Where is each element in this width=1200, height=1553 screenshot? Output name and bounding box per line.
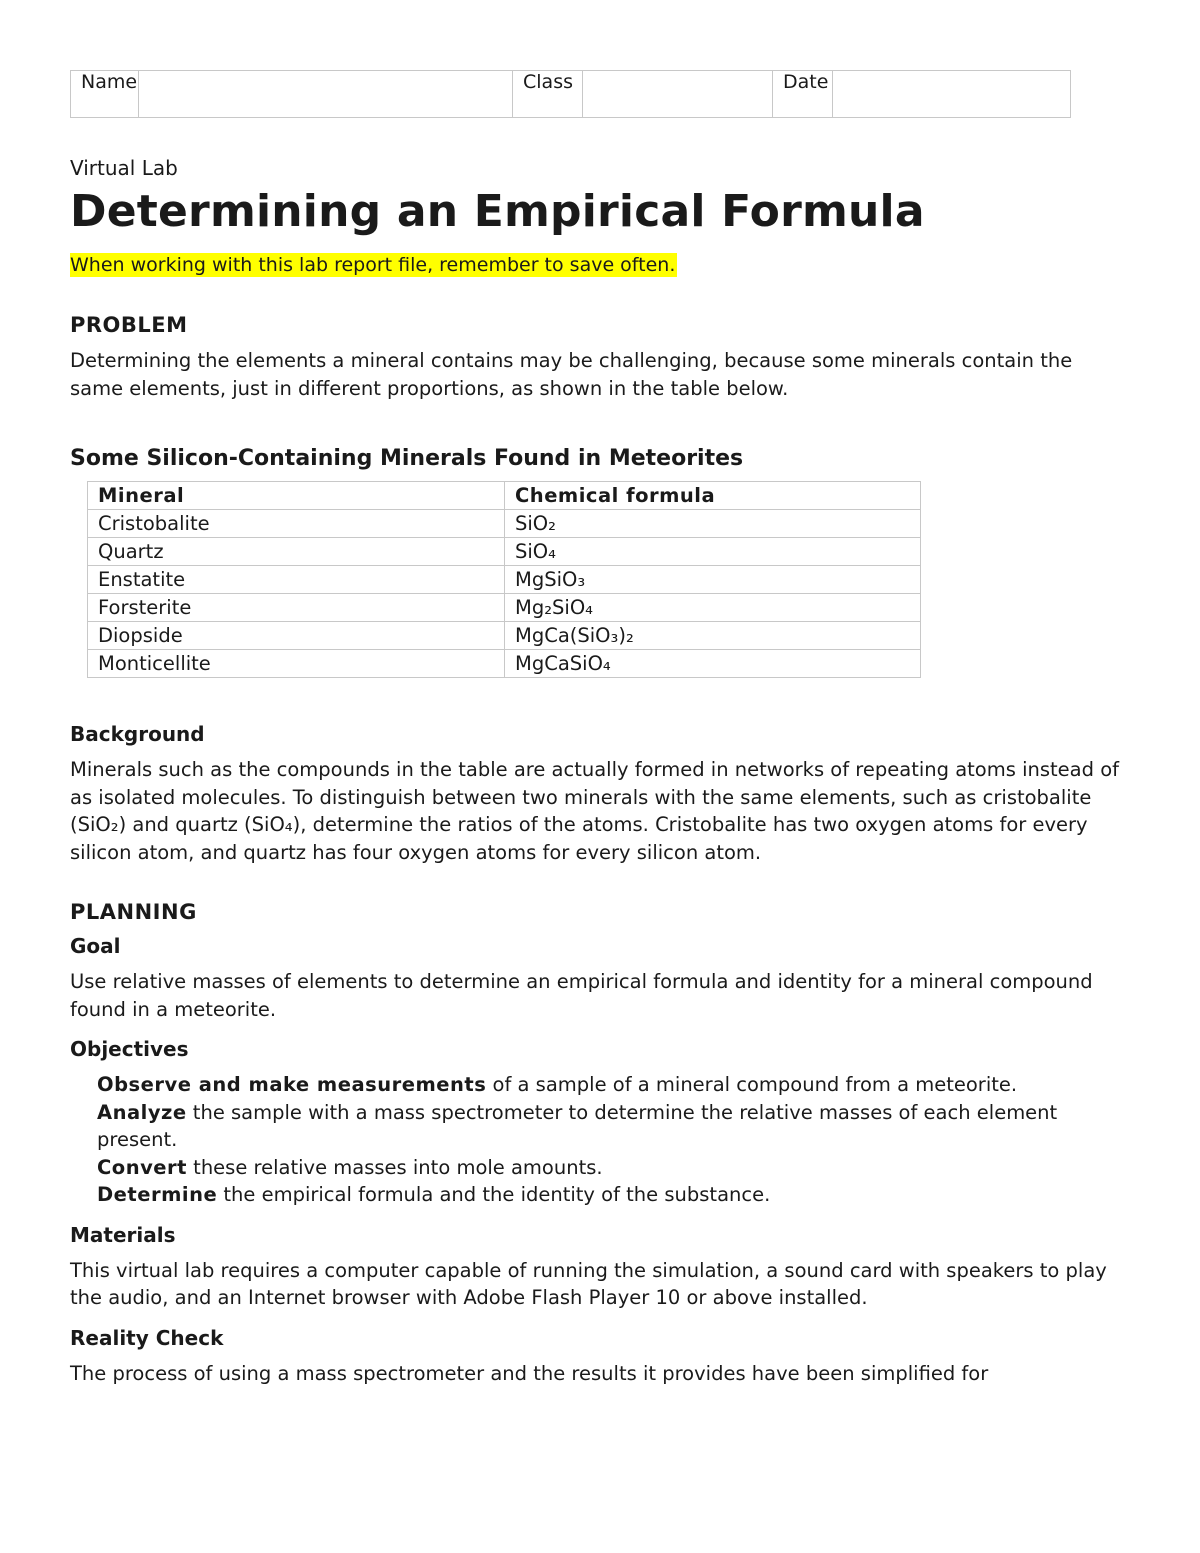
table-row bbox=[88, 594, 921, 622]
class-label: Class bbox=[513, 71, 583, 118]
mineral-cell: Forsterite bbox=[88, 594, 505, 622]
problem-text: Determining the elements a mineral contains may be challenging, because some minerals contain the same elements, just in different proportions, as shown in the table below. bbox=[70, 349, 1073, 400]
mineral-cell: Enstatite bbox=[88, 566, 505, 594]
lab-report-page bbox=[70, 70, 1130, 1387]
planning-heading: PLANNING bbox=[70, 900, 197, 924]
mineral-cell: Monticellite bbox=[88, 650, 505, 678]
list-item bbox=[97, 1181, 1130, 1209]
objective-text: the empirical formula and the identity of the substance. bbox=[217, 1183, 771, 1206]
objective-verb: Determine bbox=[97, 1183, 218, 1206]
minerals-table-caption: Some Silicon-Containing Minerals Found in Meteorites bbox=[70, 446, 744, 471]
table-row bbox=[88, 538, 921, 566]
mineral-cell: Cristobalite bbox=[88, 510, 505, 538]
column-header-mineral: Mineral bbox=[88, 482, 505, 510]
materials-heading: Materials bbox=[70, 1222, 176, 1247]
save-reminder: When working with this lab report file, remember to save often. bbox=[70, 254, 676, 276]
list-item bbox=[97, 1154, 1130, 1182]
objective-text: the sample with a mass spectrometer to determine the relative masses of each element present. bbox=[97, 1100, 1058, 1151]
table-header-row bbox=[88, 482, 921, 510]
formula-cell: SiO₄ bbox=[505, 538, 921, 566]
name-field[interactable] bbox=[139, 71, 513, 118]
table-row bbox=[88, 566, 921, 594]
goal-heading: Goal bbox=[70, 934, 121, 958]
page-title: Determining an Empirical Formula bbox=[70, 186, 925, 237]
date-label: Date bbox=[773, 71, 833, 118]
goal-text: Use relative masses of elements to determine an empirical formula and identity for a mineral compound found in a meteorite. bbox=[70, 970, 1093, 1021]
formula-cell: MgSiO₃ bbox=[505, 566, 921, 594]
materials-text: This virtual lab requires a computer capable of running the simulation, a sound card with speakers to play the audio, and an Internet browser with Adobe Flash Player 10 or above installed. bbox=[70, 1258, 1107, 1309]
formula-cell: Mg₂SiO₄ bbox=[505, 594, 921, 622]
reality-check-heading: Reality Check bbox=[70, 1325, 224, 1350]
table-row bbox=[88, 510, 921, 538]
reality-check-text: The process of using a mass spectrometer and the results it provides have been simplified for bbox=[70, 1361, 989, 1385]
objective-verb: Convert bbox=[97, 1155, 187, 1179]
class-field[interactable] bbox=[583, 71, 773, 118]
mineral-cell: Quartz bbox=[88, 538, 505, 566]
table-row bbox=[88, 650, 921, 678]
objective-text: of a sample of a mineral compound from a meteorite. bbox=[486, 1073, 1018, 1096]
date-field[interactable] bbox=[833, 71, 1071, 118]
list-item bbox=[97, 1099, 1130, 1154]
formula-cell: MgCaSiO₄ bbox=[505, 650, 921, 678]
name-label: Name bbox=[71, 71, 139, 118]
problem-heading: PROBLEM bbox=[70, 313, 188, 337]
objective-verb: Observe and make measurements bbox=[97, 1073, 487, 1096]
mineral-cell: Diopside bbox=[88, 622, 505, 650]
background-text: Minerals such as the compounds in the table are actually formed in networks of repeating atoms instead of as isolated molecules. To distinguish between two minerals with the same elements, such as cristobalite (SiO₂) and quartz (SiO₄), determine the ratios of the atoms. Cristobalite has two oxygen atoms for every silicon atom, and quartz has four oxygen atoms for every silicon atom. bbox=[70, 758, 1119, 864]
column-header-formula: Chemical formula bbox=[505, 482, 921, 510]
kicker: Virtual Lab bbox=[70, 156, 178, 180]
minerals-table bbox=[87, 481, 921, 678]
student-info-table bbox=[70, 70, 1071, 118]
formula-cell: SiO₂ bbox=[505, 510, 921, 538]
formula-cell: MgCa(SiO₃)₂ bbox=[505, 622, 921, 650]
objectives-list bbox=[70, 1071, 1130, 1209]
background-heading: Background bbox=[70, 722, 205, 746]
objectives-heading: Objectives bbox=[70, 1037, 189, 1061]
list-item bbox=[97, 1071, 1130, 1099]
objective-verb: Analyze bbox=[97, 1100, 187, 1124]
table-row bbox=[88, 622, 921, 650]
objective-text: these relative masses into mole amounts. bbox=[186, 1155, 603, 1179]
